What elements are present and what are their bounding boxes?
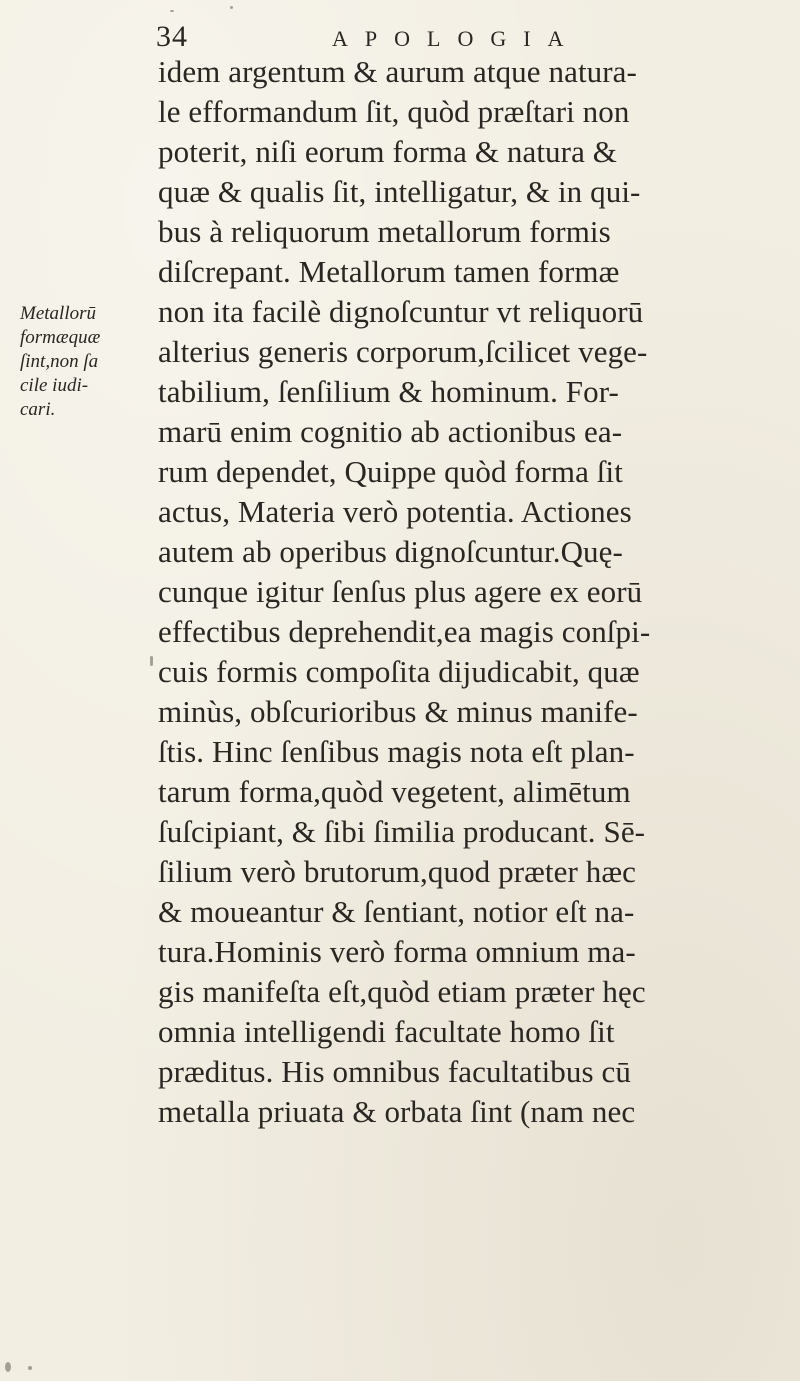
text-line: tabilium, ſenſilium & hominum. For- [158, 374, 619, 409]
text-line: ſuſcipiant, & ſibi ſimilia producant. Sē- [158, 814, 646, 849]
marginal-note-line: Metallorū [20, 303, 96, 324]
ink-speck [230, 6, 233, 9]
text-line: metalla priuata & orbata ſint (nam nec [158, 1094, 636, 1129]
text-line: effectibus deprehendit,ea magis conſpi- [158, 614, 651, 649]
text-line: omnia intelligendi facultate homo ſit [158, 1014, 615, 1049]
text-line: poterit, niſi eorum forma & natura & [158, 134, 618, 169]
text-line: quæ & qualis ſit, intelligatur, & in qui- [158, 174, 641, 209]
ink-speck [5, 1362, 11, 1372]
text-line: ſtis. Hinc ſenſibus magis nota eſt plan- [158, 734, 635, 769]
text-line: gis manifeſta eſt,quòd etiam præter hęc [158, 974, 646, 1009]
text-line: & moueantur & ſentiant, notior eſt na- [158, 894, 635, 929]
text-line: non ita facilè dignoſcuntur vt reliquorū [158, 294, 644, 329]
marginal-note-line: cile iudi- [20, 375, 89, 396]
text-line: cuis formis compoſita dijudicabit, quæ [158, 654, 640, 689]
running-head: APOLOGIA [332, 26, 581, 51]
body-text [158, 52, 778, 1132]
text-line: ſilium verò brutorum,quod præter hæc [158, 854, 636, 889]
text-line: tura.Hominis verò forma omnium ma- [158, 934, 636, 969]
text-line: idem argentum & aurum atque natura- [158, 54, 637, 89]
marginal-note-line: ſint,non ſa [20, 351, 99, 372]
marginal-note-line: cari. [20, 399, 56, 420]
text-line: diſcrepant. Metallorum tamen formæ [158, 254, 620, 289]
text-line: minùs, obſcurioribus & minus manife- [158, 694, 638, 729]
text-line: cunque igitur ſenſus plus agere ex eorū [158, 574, 643, 609]
text-line: marū enim cognitio ab actionibus ea- [158, 414, 623, 449]
page-number: 34 [156, 20, 188, 53]
text-line: alterius generis corporum,ſcilicet vege- [158, 334, 648, 369]
text-line: rum dependet, Quippe quòd forma ſit [158, 454, 623, 489]
marginal-note [20, 302, 156, 422]
text-line: actus, Materia verò potentia. Actiones [158, 494, 632, 529]
ink-speck [28, 1366, 32, 1370]
text-line: le efformandum ſit, quòd præſtari non [158, 94, 630, 129]
ink-speck [170, 10, 174, 12]
marginal-note-line: formæquæ [20, 327, 101, 348]
text-line: autem ab operibus dignoſcuntur.Quę- [158, 534, 623, 569]
text-line: præditus. His omnibus facultatibus cū [158, 1054, 631, 1089]
text-line: bus à reliquorum metallorum formis [158, 214, 611, 249]
text-line: tarum forma,quòd vegetent, alimētum [158, 774, 631, 809]
ink-speck [150, 656, 153, 666]
